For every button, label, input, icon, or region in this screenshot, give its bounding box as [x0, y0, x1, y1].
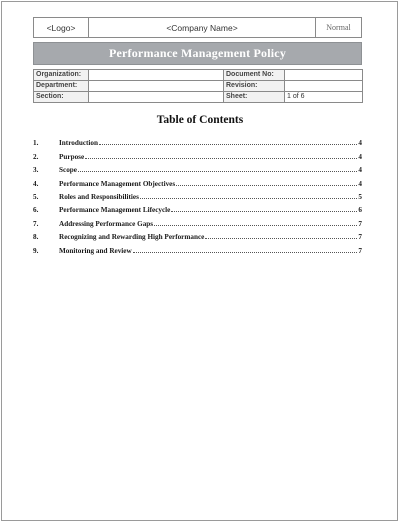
info-row-section — [34, 92, 363, 103]
toc-entry-number: 7. — [33, 219, 39, 228]
document-title-banner: Performance Management Policy — [33, 42, 362, 65]
revision-value — [285, 81, 363, 92]
info-row-department — [34, 81, 363, 92]
info-row-organization — [34, 70, 363, 81]
toc-heading: Table of Contents — [156, 114, 244, 126]
organization-value — [89, 70, 224, 81]
toc-leader-dots — [140, 198, 358, 199]
status-label: Normal — [326, 23, 351, 32]
toc-leader-dots — [99, 144, 357, 145]
toc-entry-title: Performance Management Objectives — [59, 179, 176, 188]
document-no-value — [285, 70, 363, 81]
toc-entry-title: Introduction — [59, 139, 99, 148]
sheet-label: Sheet: — [224, 92, 285, 103]
toc-entry[interactable] — [33, 161, 362, 174]
toc-entry-page: 5 — [358, 192, 362, 201]
revision-label: Revision: — [224, 81, 285, 92]
toc-entry-page: 7 — [358, 233, 362, 242]
toc-entry[interactable] — [33, 201, 362, 214]
toc-entry-number: 3. — [33, 166, 39, 175]
toc-entry-page: 4 — [358, 152, 362, 161]
toc-entry-page: 7 — [358, 219, 362, 228]
toc-entry-page: 4 — [358, 179, 362, 188]
toc-entry-title: Scope — [59, 166, 77, 175]
toc-leader-dots — [78, 171, 357, 172]
toc-entry-page: 4 — [358, 166, 362, 175]
toc-leader-dots — [85, 158, 357, 159]
organization-label: Organization: — [34, 70, 89, 81]
section-label: Section: — [34, 92, 89, 103]
toc-entry[interactable] — [33, 134, 362, 147]
toc-entry[interactable] — [33, 147, 362, 160]
toc-leader-dots — [171, 211, 357, 212]
sheet-value: 1 of 6 — [285, 92, 363, 103]
toc-entry-number: 6. — [33, 206, 39, 215]
toc-entry-title: Monitoring and Review — [59, 246, 132, 255]
toc-leader-dots — [133, 252, 358, 253]
toc-leader-dots — [154, 225, 357, 226]
document-info-table — [33, 69, 363, 103]
logo-placeholder: <Logo> — [34, 18, 89, 37]
toc-entry-number: 5. — [33, 192, 39, 201]
toc-leader-dots — [176, 185, 357, 186]
toc-entry-number: 2. — [33, 152, 39, 161]
company-name: <Company Name> — [89, 18, 316, 37]
toc-entry-page: 4 — [358, 139, 362, 148]
table-of-contents — [33, 134, 362, 255]
department-value — [89, 81, 224, 92]
toc-entry[interactable] — [33, 241, 362, 254]
toc-entry-title: Recognizing and Rewarding High Performance — [59, 233, 205, 242]
toc-leader-dots — [205, 238, 357, 239]
department-label: Department: — [34, 81, 89, 92]
toc-entry[interactable] — [33, 214, 362, 227]
toc-entry-page: 7 — [358, 246, 362, 255]
toc-entry-title: Addressing Performance Gaps — [59, 219, 154, 228]
toc-entry-title: Roles and Responsibilities — [59, 192, 139, 201]
toc-entry-number: 4. — [33, 179, 39, 188]
document-header — [33, 17, 362, 38]
toc-entry[interactable] — [33, 228, 362, 241]
section-value — [89, 92, 224, 103]
toc-entry[interactable] — [33, 188, 362, 201]
toc-entry-number: 1. — [33, 139, 39, 148]
toc-entry-page: 6 — [358, 206, 362, 215]
toc-entry-number: 9. — [33, 246, 39, 255]
toc-entry-title: Performance Management Lifecycle — [59, 206, 171, 215]
toc-entry-title: Purpose — [59, 152, 85, 161]
document-no-label: Document No: — [224, 70, 285, 81]
toc-entry-number: 8. — [33, 233, 39, 242]
toc-entry[interactable] — [33, 174, 362, 187]
